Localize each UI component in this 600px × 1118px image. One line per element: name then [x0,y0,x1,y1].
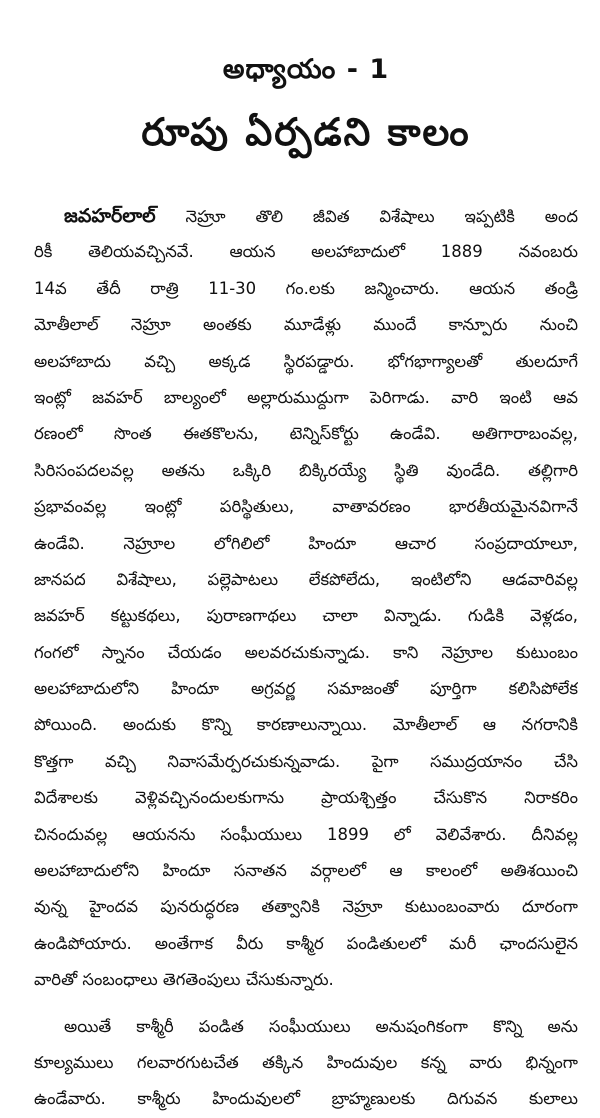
paragraph-line: గంగలో స్నానం చేయడం అలవరచుకున్నాడు. కాని నెహ్రూల కుటుంబం [34,642,578,662]
paragraph-line: ఉండిపోయారు. అంతేగాక వీరు కాశ్మీర పండితులలో మరీ ఛాందసులైన [34,933,578,953]
paragraph-line: పోయింది. అందుకు కొన్ని కారణాలున్నాయి. మోతీలాల్ ఆ నగరానికి [34,715,578,735]
body-text [34,198,578,1118]
paragraph-line: ఇంట్లో జవహర్ బాల్యంలో అల్లారుముద్దుగా పెరిగాడు. వారి ఇంటి ఆవ [34,387,578,407]
paragraph-line: ప్రభావంవల్ల ఇంట్లో పరిస్థితులు, వాతావరణం భారతీయమైనవిగానే [34,497,578,517]
paragraph-line: అలహాబాదులోని హిందూ అగ్రవర్ణ సమాజంతో పూర్తిగా కలిసిపోలేక [34,679,578,699]
paragraph-line: కొత్తగా వచ్చి నివాసమేర్పరచుకున్నవాడు. పైగా సముద్రయానం చేసి [34,751,578,771]
paragraph-2 [34,1009,578,1118]
chapter-title: రూపు ఏర్పడని కాలం [141,110,471,154]
paragraph-line: అలహాబాదులోని హిందూ సనాతన వర్గాలలో ఆ కాలంలో అతిశయించి [34,861,578,881]
paragraph-last-line: వారితో సంబంధాలు తెగతెంపులు చేసుకున్నారు. [34,970,334,990]
paragraph-line: జవహర్ కట్టుకథలు, పురాణగాథలు చాలా విన్నాడు. గుడికి వెళ్లడం, [34,606,578,626]
paragraph-line: జానపద విశేషాలు, పల్లెపాటలు లేకపోలేదు, ఇంటిలోని ఆడవారివల్ల [34,569,578,589]
paragraph-gap [34,999,578,1009]
paragraph-line: కూల్యములు గలవారగుటచేత తక్కిన హిందువుల కన్న వారు భిన్నంగా [34,1052,578,1072]
paragraph-line: మోతీలాల్ నెహ్రూ అంతకు మూడేళ్లు ముందే కాన్పూరు నుంచి [34,315,578,335]
paragraph-line: 14వ తేదీ రాత్రి 11-30 గం.లకు జన్మించారు. ఆయన తండ్రి [34,278,578,298]
paragraph-line: సిరిసంపదలవల్ల అతను ఒక్కిరి బిక్కిరయ్యే స్థితి వుండేది. తల్లిగారి [34,460,578,480]
first-line-rest: నెహ్రూ తొలి జీవిత విశేషాలు ఇప్పటికి అంద [185,207,578,226]
paragraph-line: రికీ తెలియవచ్చినవే. ఆయన అలహాబాదులో 1889 నవంబరు [34,242,578,262]
paragraph-line: ఉండేవారు. కాశ్మీరు హిందువులలో బ్రాహ్మణులకు దిగువన కులాలు [34,1089,578,1109]
chapter-heading: అధ్యాయం - 1 [222,54,390,85]
paragraph-line: రణంలో సొంత ఈతకొలను, టెన్నిస్‌కోర్టు ఉండేవి. అతిగారాబంవల్ల, [34,424,578,444]
paragraph-line: చినందువల్ల ఆయనను సంఘీయులు 1899 లో వెలివేశారు. దీనివల్ల [34,824,578,844]
paragraph-line: అయితే కాశ్మీరీ పండిత సంఘీయులు అనుషంగికంగా కొన్ని అను [64,1016,578,1036]
paragraph-line: ఉండేవి. నెహ్రూల లోగిలిలో హిందూ ఆచార సంప్రదాయాలూ, [34,533,578,553]
lead-word: జవహర్‌లాల్ [64,205,156,227]
paragraph-line: అలహాబాదు వచ్చి అక్కడ స్థిరపడ్డారు. భోగభాగ్యాలతో తులదూగే [34,351,578,371]
paragraph-line [34,198,578,234]
paragraph-line: విదేశాలకు వెళ్లివచ్చినందులకుగాను ప్రాయశ్చిత్తం చేసుకొన నిరాకరిం [34,788,578,808]
paragraph-1 [34,198,578,999]
paragraph-line: వున్న హైందవ పునరుద్ధరణ తత్వానికి నెహ్రూ కుటుంబంవారు దూరంగా [34,897,578,917]
